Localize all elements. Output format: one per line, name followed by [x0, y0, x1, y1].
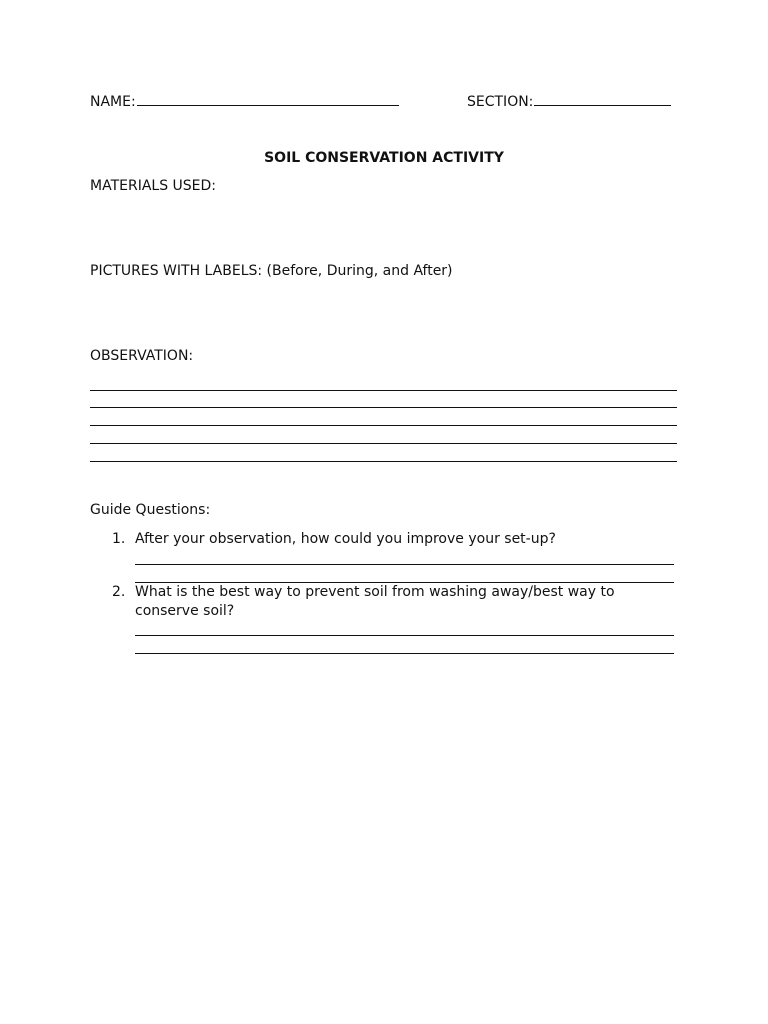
- name-blank[interactable]: [137, 92, 399, 106]
- question-text: What is the best way to prevent soil from washing away/best way to conserve soil?: [135, 584, 615, 619]
- name-field-row: [90, 92, 399, 111]
- pictures-with-labels-label: PICTURES WITH LABELS: (Before, During, and After): [90, 263, 453, 279]
- observation-label: OBSERVATION:: [90, 348, 194, 364]
- observation-answer-line[interactable]: [90, 461, 677, 462]
- question-number: 1.: [112, 531, 126, 547]
- section-field-row: [467, 92, 671, 111]
- guide-questions-heading: Guide Questions:: [90, 502, 211, 518]
- observation-answer-line[interactable]: [90, 390, 677, 391]
- section-label: SECTION:: [467, 94, 534, 110]
- question-text: After your observation, how could you improve your set-up?: [135, 531, 556, 547]
- question-1-answer-line[interactable]: [135, 564, 674, 565]
- question-2-answer-line[interactable]: [135, 653, 674, 654]
- question-number: 2.: [112, 584, 126, 600]
- section-blank[interactable]: [534, 92, 671, 106]
- materials-used-label: MATERIALS USED:: [90, 178, 217, 194]
- observation-answer-line[interactable]: [90, 425, 677, 426]
- question-2-answer-line[interactable]: [135, 635, 674, 636]
- name-label: NAME:: [90, 94, 136, 110]
- page-title: SOIL CONSERVATION ACTIVITY: [264, 150, 504, 166]
- observation-answer-line[interactable]: [90, 443, 677, 444]
- observation-answer-line[interactable]: [90, 407, 677, 408]
